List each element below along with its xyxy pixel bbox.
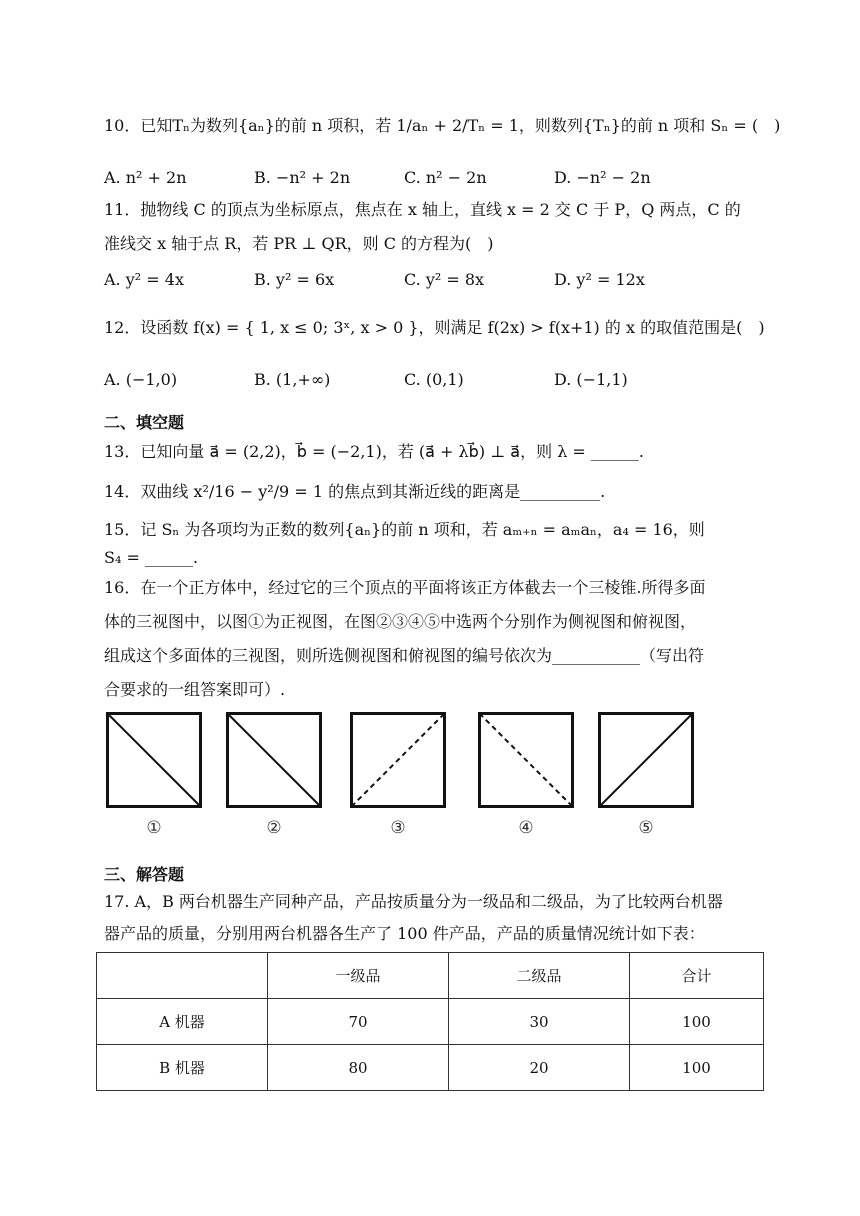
table-cell: 100: [630, 999, 764, 1045]
table-header-cell: [97, 953, 268, 999]
q17-line1: 17. A，B 两台机器生产同种产品，产品按质量分为一级品和二级品，为了比较两台机器: [104, 892, 723, 911]
q11-line1: 11．抛物线 C 的顶点为坐标原点，焦点在 x 轴上，直线 x = 2 交 C 于 P，Q 两点，C 的: [104, 200, 741, 219]
figure-5-drawing: [598, 712, 694, 808]
q16-line4: 合要求的一组答案即可）.: [104, 680, 286, 699]
q15-line1: 15．记 Sₙ 为各项均为正数的数列{aₙ}的前 n 项和，若 aₘ₊ₙ = aₘaₙ，a₄ = 16，则: [104, 520, 705, 539]
figure-4-drawing: [478, 712, 574, 808]
table-cell: B 机器: [97, 1045, 268, 1091]
table-cell: 80: [268, 1045, 449, 1091]
q12-option-c[interactable]: C. (0,1): [404, 370, 464, 389]
figure-2-label: ②: [266, 818, 282, 838]
q10-option-a[interactable]: A. n² + 2n: [104, 168, 187, 187]
figure-3-label: ③: [390, 818, 406, 838]
table-header-cell: 一级品: [268, 953, 449, 999]
q11-option-d[interactable]: D. y² = 12x: [554, 270, 645, 289]
q12-option-d[interactable]: D. (−1,1): [554, 370, 628, 389]
q10-options: [104, 168, 764, 190]
q10-option-c[interactable]: C. n² − 2n: [404, 168, 487, 187]
figure-2-drawing: [226, 712, 322, 808]
table-cell: 30: [449, 999, 630, 1045]
q16-line1: 16．在一个正方体中，经过它的三个顶点的平面将该正方体截去一个三棱锥.所得多面: [104, 578, 706, 597]
q15-line2: S₄ = ______.: [104, 548, 199, 567]
q11-option-a[interactable]: A. y² = 4x: [104, 270, 184, 289]
section-heading-fill-in: 二、填空题: [104, 413, 185, 432]
q12-option-a[interactable]: A. (−1,0): [104, 370, 178, 389]
figure-3: [350, 712, 446, 838]
q16-line2: 体的三视图中，以图①为正视图，在图②③④⑤中选两个分别作为侧视图和俯视图，: [104, 612, 697, 631]
table-cell: 100: [630, 1045, 764, 1091]
q14-text: 14．双曲线 x²/16 − y²/9 = 1 的焦点到其渐近线的距离是__________.: [104, 482, 606, 501]
quality-table: [96, 952, 764, 1091]
figure-5: [598, 712, 694, 838]
q11-options: [104, 270, 764, 292]
three-view-figures: [104, 712, 704, 842]
figure-5-label: ⑤: [638, 818, 654, 838]
table-cell: A 机器: [97, 999, 268, 1045]
table-cell: 70: [268, 999, 449, 1045]
section-heading-solutions: 三、解答题: [104, 865, 185, 884]
q16-line3: 组成这个多面体的三视图，则所选侧视图和俯视图的编号依次为___________（写出符: [104, 646, 705, 665]
q11-line2: 准线交 x 轴于点 R，若 PR ⊥ QR，则 C 的方程为( ): [104, 234, 494, 253]
q11-option-c[interactable]: C. y² = 8x: [404, 270, 485, 289]
table-header-row: [97, 953, 764, 999]
table-row: [97, 999, 764, 1045]
q12-option-b[interactable]: B. (1,+∞): [254, 370, 331, 389]
table-header-cell: 合计: [630, 953, 764, 999]
figure-1-drawing: [106, 712, 202, 808]
q13-text: 13．已知向量 a⃗ = (2,2)，b⃗ = (−2,1)，若 (a⃗ + λb⃗) ⊥ a⃗，则 λ = ______.: [104, 442, 644, 461]
table-cell: 20: [449, 1045, 630, 1091]
q11-option-b[interactable]: B. y² = 6x: [254, 270, 335, 289]
q17-line2: 器产品的质量，分别用两台机器各生产了 100 件产品，产品的质量情况统计如下表：: [104, 924, 705, 943]
table-header-cell: 二级品: [449, 953, 630, 999]
q12-text: 12．设函数 f(x) = { 1, x ≤ 0; 3ˣ, x > 0 }，则满足 f(2x) > f(x+1) 的 x 的取值范围是( ): [104, 318, 765, 337]
figure-4-label: ④: [518, 818, 534, 838]
figure-4: [478, 712, 574, 838]
table-row: [97, 1045, 764, 1091]
figure-1-label: ①: [146, 818, 162, 838]
figure-3-drawing: [350, 712, 446, 808]
figure-2: [226, 712, 322, 838]
q10-option-d[interactable]: D. −n² − 2n: [554, 168, 651, 187]
figure-1: [106, 712, 202, 838]
q10-option-b[interactable]: B. −n² + 2n: [254, 168, 351, 187]
q10-text: 10．已知Tₙ为数列{aₙ}的前 n 项积，若 1/aₙ + 2/Tₙ = 1，则数列{Tₙ}的前 n 项和 Sₙ = ( ): [104, 116, 781, 135]
q12-options: [104, 370, 764, 392]
